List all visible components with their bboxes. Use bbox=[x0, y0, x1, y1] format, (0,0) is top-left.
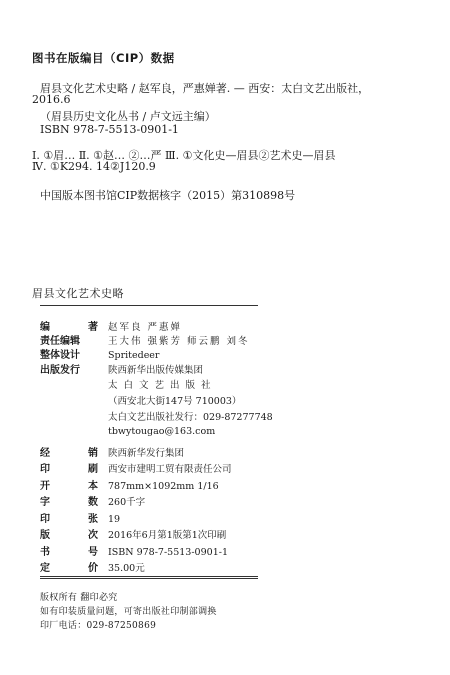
label-format: 开 本 bbox=[40, 481, 98, 492]
value-publisher-email: tbwytougao@163.com bbox=[108, 426, 216, 437]
row-wordcount bbox=[40, 493, 145, 508]
label-isbn: 书 号 bbox=[40, 547, 98, 558]
value-distribution: 陕西新华发行集团 bbox=[108, 448, 185, 459]
row-sheets bbox=[40, 510, 120, 525]
value-printing: 西安市建明工贸有限责任公司 bbox=[108, 464, 232, 475]
value-design: Spritedeer bbox=[108, 350, 160, 361]
label-wordcount: 字 数 bbox=[40, 497, 98, 508]
value-publisher-group: 陕西新华出版传媒集团 bbox=[108, 365, 204, 376]
cip-line-1: 眉县文化艺术史略 / 赵军良，严惠婵著. — 西安：太白文艺出版社， bbox=[40, 82, 370, 95]
row-publisher-5 bbox=[40, 426, 215, 437]
copyright-notice: 版权所有 翻印必究 bbox=[40, 593, 118, 603]
value-wordcount: 260千字 bbox=[108, 497, 146, 508]
value-publisher-name: 太白文艺出版社 bbox=[108, 380, 217, 391]
row-price bbox=[40, 559, 145, 574]
bottom-divider-double bbox=[40, 578, 258, 579]
value-edition: 2016年6月第1版第1次印刷 bbox=[108, 530, 227, 541]
quality-notice: 如有印装质量问题，可寄出版社印制部调换 bbox=[40, 607, 217, 617]
label-sheets: 印 张 bbox=[40, 514, 98, 525]
row-design bbox=[40, 346, 159, 361]
value-author: 赵军良 严惠婵 bbox=[108, 322, 183, 333]
label-price: 定 价 bbox=[40, 563, 98, 574]
row-distribution bbox=[40, 444, 184, 459]
cip-classification-1: Ⅰ. ①眉… Ⅱ. ①赵… ②…严 Ⅲ. ①文化史—眉县②艺术史—眉县 bbox=[32, 149, 336, 162]
value-format: 787mm×1092mm 1/16 bbox=[108, 481, 219, 492]
row-author bbox=[40, 318, 182, 333]
row-publisher bbox=[40, 361, 203, 376]
value-sheets: 19 bbox=[108, 514, 121, 525]
top-divider bbox=[40, 305, 258, 306]
value-publisher-phone: 太白文艺出版社发行：029-87277748 bbox=[108, 412, 273, 423]
row-publisher-3 bbox=[40, 393, 241, 407]
cip-line-3: （眉县历史文化丛书 / 卢文远主编） bbox=[40, 110, 216, 123]
cip-classification-2: Ⅳ. ①K294. 14②J120.9 bbox=[32, 160, 156, 173]
cip-line-2: 2016.6 bbox=[32, 93, 71, 106]
label-author: 编 著 bbox=[40, 322, 98, 333]
value-publisher-address: （西安北大街147号 710003） bbox=[108, 396, 242, 407]
printer-phone: 印厂电话：029-87250869 bbox=[40, 621, 157, 631]
row-publisher-2 bbox=[40, 377, 217, 391]
book-title: 眉县文化艺术史略 bbox=[32, 287, 124, 300]
row-printing bbox=[40, 460, 232, 475]
row-publisher-4 bbox=[40, 409, 273, 423]
row-format bbox=[40, 477, 219, 492]
cip-heading: 图书在版编目（CIP）数据 bbox=[32, 51, 175, 65]
label-design: 整体设计 bbox=[40, 350, 80, 361]
value-editor: 王大伟 强紫芳 师云鹏 刘冬 bbox=[108, 336, 250, 347]
row-edition bbox=[40, 526, 226, 541]
label-publisher: 出版发行 bbox=[40, 365, 80, 376]
row-isbn bbox=[40, 543, 228, 558]
label-editor: 责任编辑 bbox=[40, 336, 80, 347]
cip-isbn: ISBN 978-7-5513-0901-1 bbox=[40, 123, 179, 136]
label-distribution: 经 销 bbox=[40, 448, 98, 459]
label-printing: 印 刷 bbox=[40, 464, 98, 475]
value-price: 35.00元 bbox=[108, 563, 145, 574]
value-isbn: ISBN 978-7-5513-0901-1 bbox=[108, 547, 228, 558]
row-editor bbox=[40, 332, 250, 347]
bottom-divider bbox=[40, 576, 258, 577]
cip-approval-number: 中国版本图书馆CIP数据核字（2015）第310898号 bbox=[40, 189, 296, 202]
label-edition: 版 次 bbox=[40, 530, 98, 541]
